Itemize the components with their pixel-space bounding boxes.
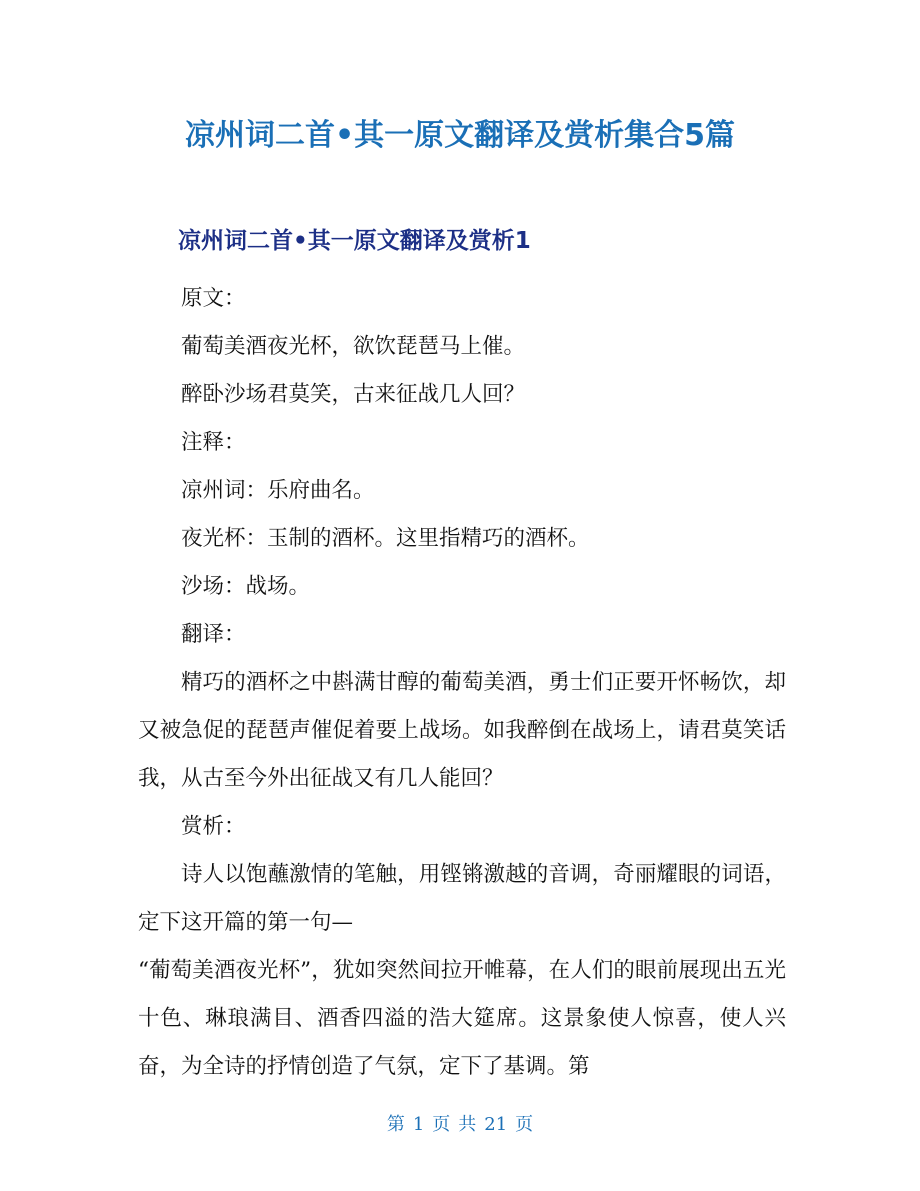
paragraph-yuanwen-label: 原文： [181,286,246,311]
document-title: 凉州词二首•其一原文翻译及赏析集合5篇 [184,118,736,153]
footer-prefix: 第 [386,1114,405,1135]
footer-total-prefix: 共 [458,1114,477,1135]
note-liangzhouci: 凉州词：乐府曲名。 [181,478,375,503]
paragraph-notes-label: 注释： [181,430,246,455]
footer-total-suffix: 页 [515,1114,534,1135]
paragraph-appreciation-2: “葡萄美酒夜光杯”，犹如突然间拉开帷幕，在人们的眼前展现出五光十色、琳琅满目、酒香四溢的浩大筵席。这景象使人惊喜，使人兴奋，为全诗的抒情创造了气氛，定下了基调。第 [138,958,786,1079]
paragraph-translation: 精巧的酒杯之中斟满甘醇的葡萄美酒，勇士们正要开怀畅饮，却又被急促的琵琶声催促着要上战场。如我醉倒在战场上，请君莫笑话我，从古至今外出征战又有几人能回？ [138,670,786,791]
paragraph-translation-label: 翻译： [181,622,246,647]
footer-page-label: 页 [432,1114,451,1135]
paragraph-appreciation-1: 诗人以饱蘸激情的笔触，用铿锵激越的音调，奇丽耀眼的词语，定下这开篇的第一句— [138,862,786,935]
page-footer [0,1112,920,1138]
paragraph-appreciation-label: 赏析： [181,814,246,839]
footer-page-current: 1 [412,1114,425,1135]
document-body [138,275,786,1091]
poem-line-2: 醉卧沙场君莫笑，古来征战几人回？ [181,382,526,407]
note-shachang: 沙场：战场。 [181,574,311,599]
footer-page-total: 21 [484,1114,508,1135]
poem-line-1: 葡萄美酒夜光杯，欲饮琵琶马上催。 [181,334,526,359]
note-yeguangbei: 夜光杯：玉制的酒杯。这里指精巧的酒杯。 [181,526,590,551]
section-title: 凉州词二首•其一原文翻译及赏析1 [178,228,531,254]
